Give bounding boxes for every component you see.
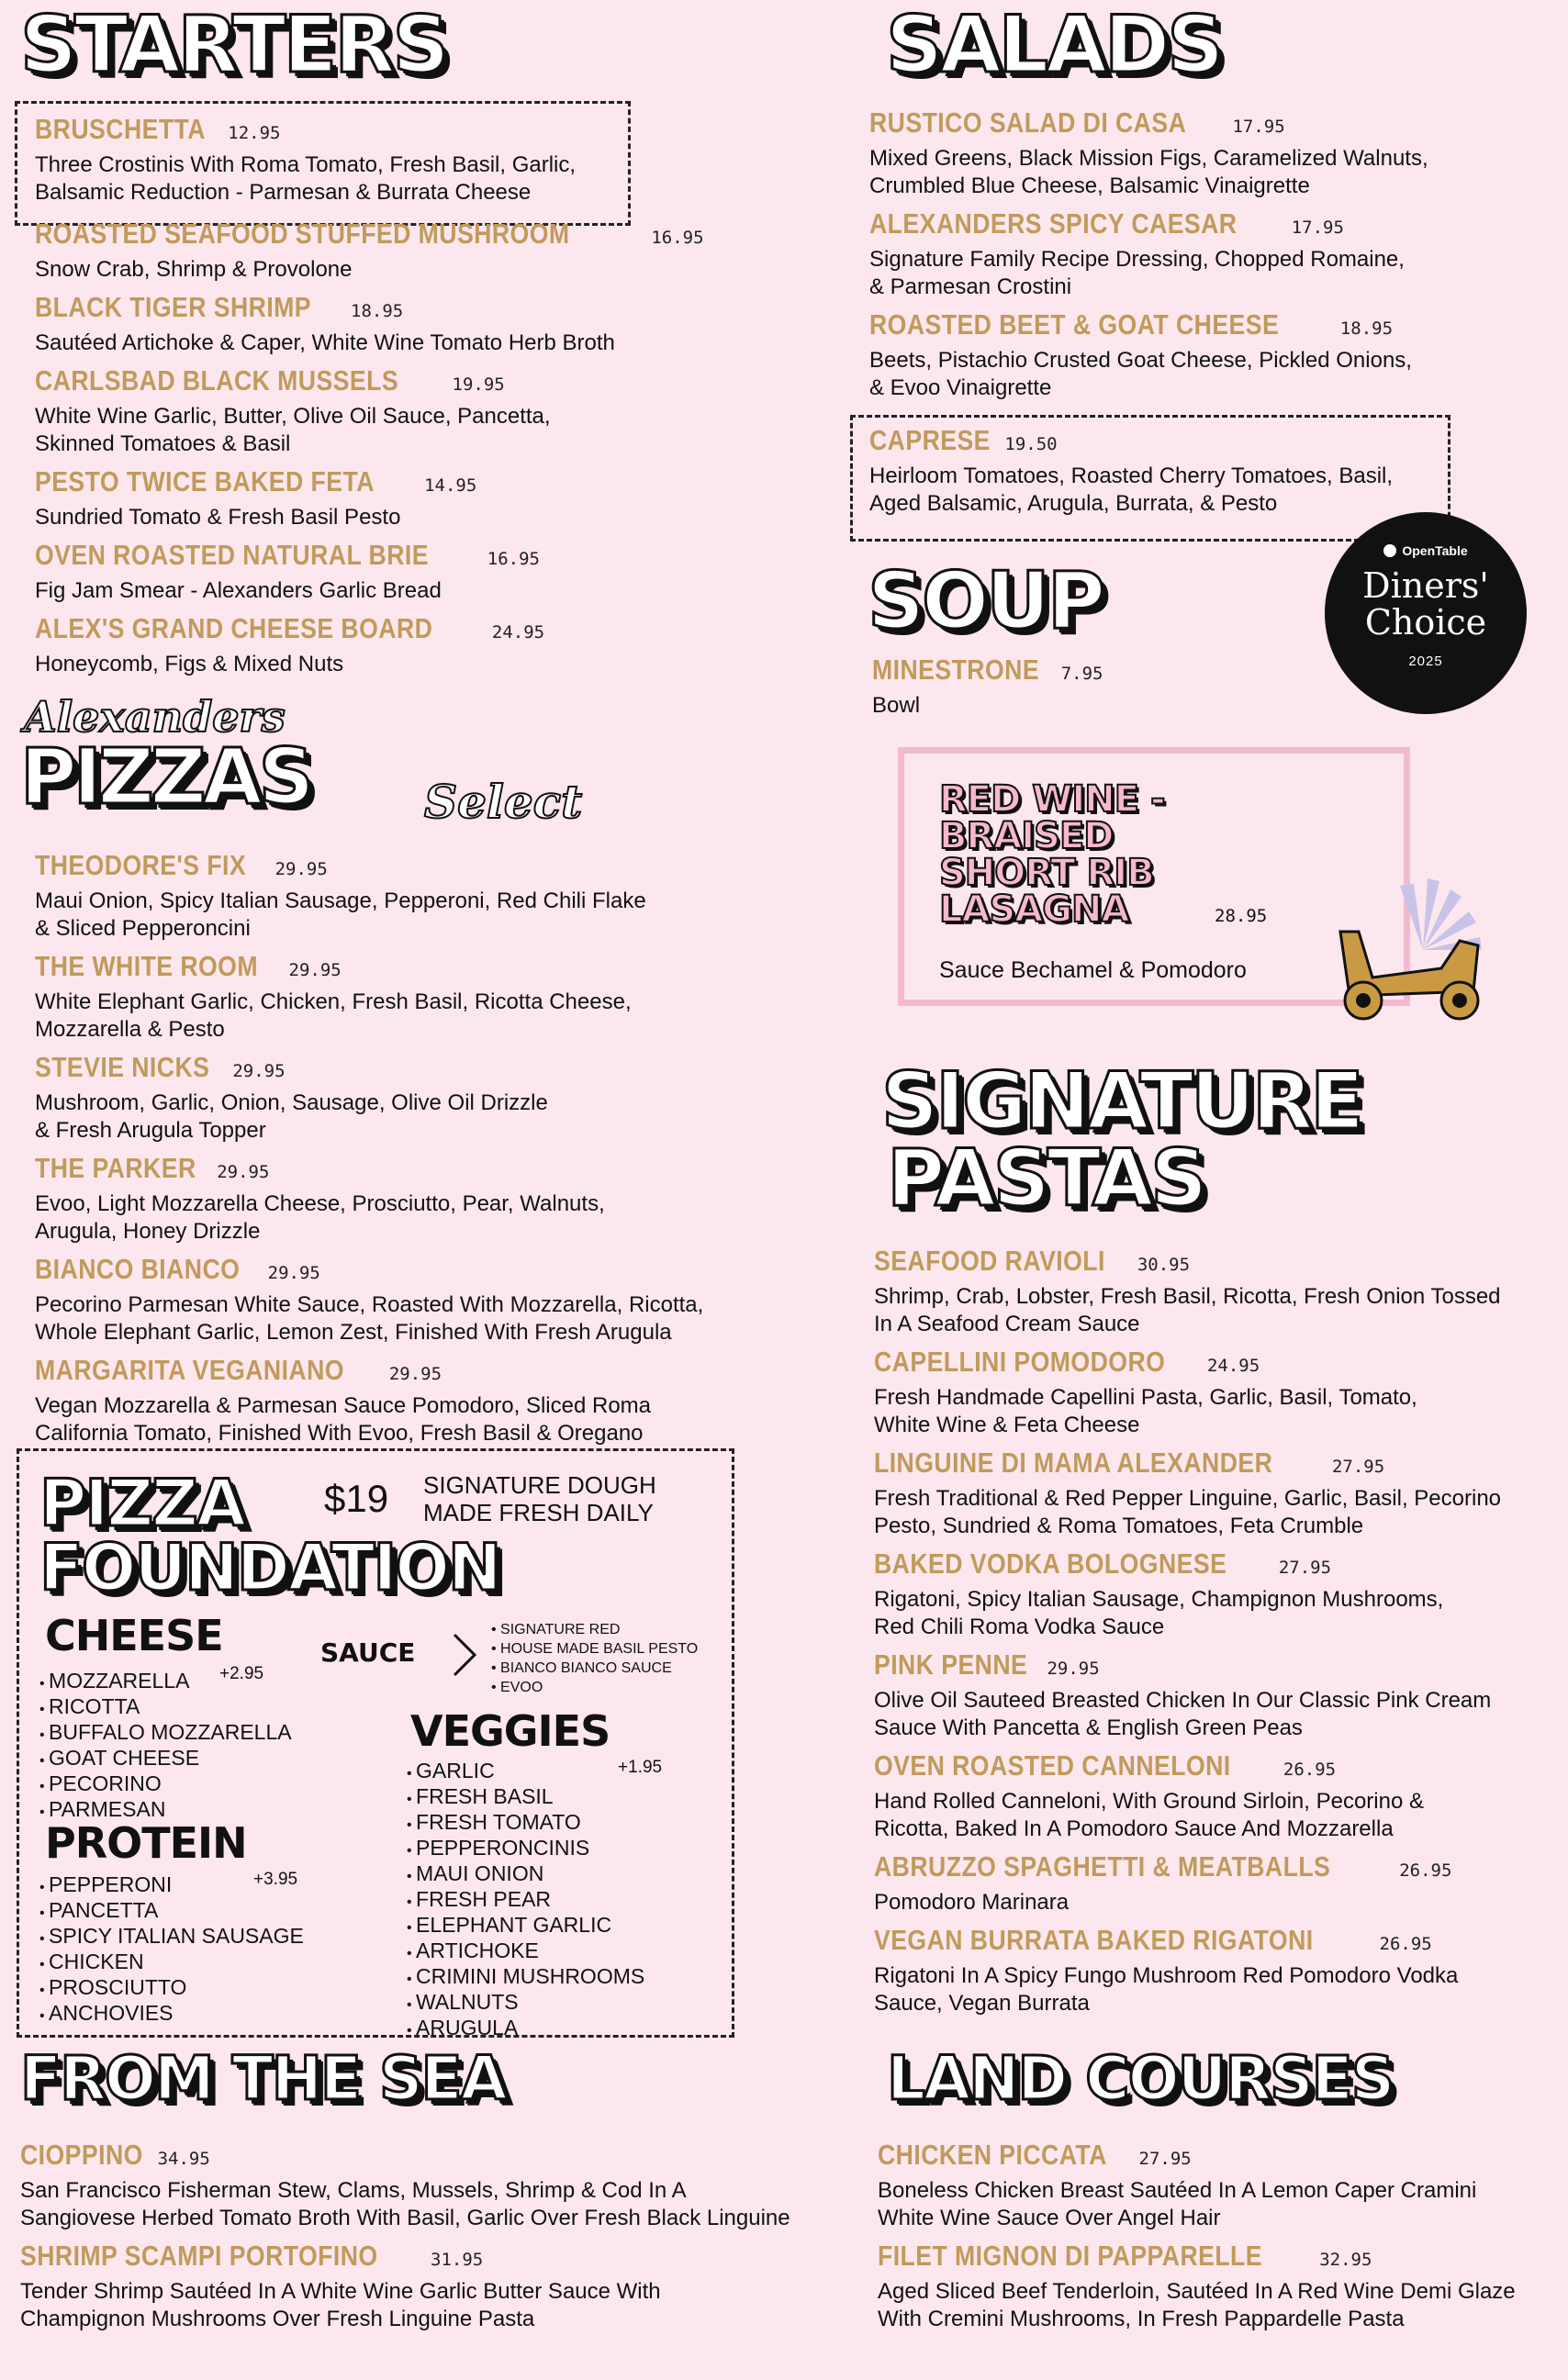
item-description: Pesto, Sundried & Roma Tomatoes, Feta Crumble bbox=[874, 1514, 1364, 1538]
badge-year: 2025 bbox=[1408, 654, 1443, 669]
item-description: Rigatoni, Spicy Italian Sausage, Champignon Mushrooms, bbox=[874, 1587, 1444, 1612]
menu-item bbox=[35, 465, 861, 531]
item-price: 26.95 bbox=[1282, 1760, 1337, 1780]
item-price: 18.95 bbox=[1339, 318, 1394, 339]
lasagna-desc: Sauce Bechamel & Pomodoro bbox=[939, 957, 1247, 983]
sea-heading: FROM THE SEA bbox=[20, 2043, 506, 2114]
salads-list bbox=[869, 106, 1530, 525]
sauce-heading: SAUCE bbox=[320, 1637, 416, 1668]
item-price: 29.95 bbox=[232, 1061, 286, 1081]
item-description: With Cremini Mushrooms, In Fresh Pappardelle Pasta bbox=[878, 2307, 1405, 2331]
item-price: 29.95 bbox=[267, 1263, 320, 1283]
list-item: • BUFFALO MOZZARELLA bbox=[39, 1721, 292, 1747]
item-description: Whole Elephant Garlic, Lemon Zest, Finished With Fresh Arugula bbox=[35, 1320, 672, 1345]
menu-item bbox=[874, 1648, 1553, 1742]
item-price: 16.95 bbox=[487, 549, 540, 569]
item-description: Hand Rolled Canneloni, With Ground Sirloin, Pecorino & bbox=[874, 1789, 1424, 1814]
foundation-title-1: PIZZA bbox=[39, 1466, 245, 1541]
starters-list bbox=[35, 113, 861, 686]
item-description: Balsamic Reduction - Parmesan & Burrata Cheese bbox=[35, 180, 532, 205]
item-name: MINESTRONE bbox=[872, 654, 1040, 686]
lasagna-title-line: RED WINE - bbox=[939, 778, 1165, 821]
item-description: Sundried Tomato & Fresh Basil Pesto bbox=[35, 505, 401, 530]
opentable-logo-icon bbox=[1383, 544, 1396, 557]
item-description: Signature Family Recipe Dressing, Chopped Romaine, bbox=[869, 247, 1405, 272]
item-price: 19.50 bbox=[1004, 434, 1058, 454]
item-price: 34.95 bbox=[157, 2149, 210, 2169]
foundation-title-2: FOUNDATION bbox=[39, 1530, 500, 1605]
item-description: Shrimp, Crab, Lobster, Fresh Basil, Ricotta, Fresh Onion Tossed bbox=[874, 1284, 1501, 1309]
item-name: LINGUINE DI MAMA ALEXANDER bbox=[874, 1447, 1273, 1479]
item-description: Beets, Pistachio Crusted Goat Cheese, Pickled Onions, bbox=[869, 348, 1412, 373]
item-description: Fig Jam Smear - Alexanders Garlic Bread bbox=[35, 578, 442, 603]
item-description: Arugula, Honey Drizzle bbox=[35, 1219, 261, 1244]
item-description: White Wine & Feta Cheese bbox=[874, 1413, 1140, 1437]
item-name: CARLSBAD BLACK MUSSELS bbox=[35, 364, 399, 397]
item-name: ROASTED SEAFOOD STUFFED MUSHROOM bbox=[35, 218, 570, 250]
cheese-addon-price: +2.95 bbox=[219, 1664, 264, 1683]
item-description: Fresh Traditional & Red Pepper Linguine, Garlic, Basil, Pecorino bbox=[874, 1486, 1502, 1511]
item-price: 32.95 bbox=[1319, 2250, 1372, 2270]
list-item: • ARTICHOKE bbox=[407, 1939, 644, 1965]
item-price: 27.95 bbox=[1331, 1457, 1385, 1477]
list-item: • FRESH BASIL bbox=[407, 1785, 644, 1811]
item-description: Mozzarella & Pesto bbox=[35, 1017, 225, 1042]
item-name: ALEXANDERS SPICY CAESAR bbox=[869, 207, 1238, 240]
item-description: Heirloom Tomatoes, Roasted Cherry Tomatoes, Basil, bbox=[869, 464, 1394, 488]
item-name: ABRUZZO SPAGHETTI & MEATBALLS bbox=[874, 1850, 1331, 1883]
badge-line-2: Choice bbox=[1364, 602, 1487, 642]
list-item: • ELEPHANT GARLIC bbox=[407, 1914, 644, 1939]
item-description: Sautéed Artichoke & Caper, White Wine Tomato Herb Broth bbox=[35, 330, 615, 355]
list-item: • GOAT CHEESE bbox=[39, 1747, 292, 1772]
veggies-addon-price: +1.95 bbox=[618, 1758, 663, 1777]
pizzas-script-top: Alexanders bbox=[24, 692, 286, 742]
item-description: Aged Sliced Beef Tenderloin, Sautéed In A Red Wine Demi Glaze bbox=[878, 2279, 1516, 2304]
item-price: 7.95 bbox=[1060, 664, 1103, 684]
badge-line-1: Diners' bbox=[1362, 565, 1489, 606]
item-name: CHICKEN PICCATA bbox=[878, 2139, 1107, 2171]
protein-heading: PROTEIN bbox=[45, 1818, 247, 1868]
list-item: • ARUGULA bbox=[407, 2017, 644, 2042]
soup-list bbox=[872, 654, 1515, 727]
menu-item bbox=[35, 1051, 861, 1145]
sauce-list bbox=[491, 1620, 698, 1697]
item-description: Vegan Mozzarella & Parmesan Sauce Pomodoro, Sliced Roma bbox=[35, 1393, 652, 1418]
list-item: • RICOTTA bbox=[39, 1695, 292, 1721]
item-description: Maui Onion, Spicy Italian Sausage, Pepperoni, Red Chili Flake bbox=[35, 888, 646, 913]
menu-item bbox=[35, 1253, 861, 1346]
item-description: & Fresh Arugula Topper bbox=[35, 1118, 266, 1143]
item-description: White Elephant Garlic, Chicken, Fresh Basil, Ricotta Cheese, bbox=[35, 989, 632, 1014]
menu-item bbox=[878, 2240, 1557, 2333]
menu-item bbox=[35, 1354, 861, 1447]
item-description: & Sliced Pepperoncini bbox=[35, 916, 251, 941]
list-item: • CHICKEN bbox=[39, 1950, 304, 1976]
item-name: BRUSCHETTA bbox=[35, 113, 206, 145]
item-description: In A Seafood Cream Sauce bbox=[874, 1312, 1140, 1336]
item-description: Pomodoro Marinara bbox=[874, 1890, 1070, 1915]
list-item: • BIANCO BIANCO SAUCE bbox=[491, 1659, 698, 1678]
tagline-line-1: SIGNATURE DOUGH bbox=[423, 1471, 656, 1499]
lasagna-title-line: BRAISED bbox=[939, 815, 1114, 857]
list-item: • MAUI ONION bbox=[407, 1862, 644, 1888]
menu-item bbox=[869, 424, 1530, 518]
item-description: Boneless Chicken Breast Sautéed In A Lemon Caper Cramini bbox=[878, 2178, 1477, 2203]
item-name: VEGAN BURRATA BAKED RIGATONI bbox=[874, 1924, 1314, 1956]
pizzas-logo bbox=[20, 692, 583, 829]
item-description: White Wine Sauce Over Angel Hair bbox=[878, 2206, 1221, 2230]
protein-list bbox=[39, 1873, 304, 2028]
item-price: 29.95 bbox=[388, 1364, 442, 1384]
item-description: Aged Balsamic, Arugula, Burrata, & Pesto bbox=[869, 491, 1278, 516]
item-name: CIOPPINO bbox=[20, 2139, 143, 2171]
menu-item bbox=[869, 106, 1530, 200]
item-name: ROASTED BEET & GOAT CHEESE bbox=[869, 308, 1280, 341]
menu-item bbox=[35, 950, 861, 1044]
item-description: California Tomato, Finished With Evoo, Fresh Basil & Oregano bbox=[35, 1421, 644, 1446]
item-description: Honeycomb, Figs & Mixed Nuts bbox=[35, 652, 344, 676]
item-name: BAKED VODKA BOLOGNESE bbox=[874, 1548, 1227, 1580]
list-item: • ANCHOVIES bbox=[39, 2002, 304, 2028]
menu-item bbox=[35, 1152, 861, 1246]
item-price: 29.95 bbox=[288, 960, 342, 980]
opentable-label: OpenTable bbox=[1402, 543, 1468, 558]
pastas-title-2: PASTAS bbox=[887, 1133, 1205, 1224]
list-item: • GARLIC bbox=[407, 1760, 644, 1785]
item-description: Snow Crab, Shrimp & Provolone bbox=[35, 257, 353, 282]
item-description: Red Chili Roma Vodka Sauce bbox=[874, 1615, 1165, 1639]
item-price: 27.95 bbox=[1138, 2149, 1192, 2169]
item-price: 14.95 bbox=[424, 475, 477, 496]
cheese-heading: CHEESE bbox=[45, 1611, 223, 1660]
list-item: • CRIMINI MUSHROOMS bbox=[407, 1965, 644, 1991]
list-item: • WALNUTS bbox=[407, 1991, 644, 2017]
menu-item bbox=[869, 308, 1530, 402]
menu-item bbox=[874, 1924, 1553, 2017]
pastas-title-1: SIGNATURE bbox=[881, 1056, 1361, 1147]
starters-heading: STARTERS bbox=[20, 0, 447, 91]
foundation-price: $19 bbox=[324, 1477, 389, 1520]
list-item: • PROSCIUTTO bbox=[39, 1976, 304, 2002]
item-name: OVEN ROASTED NATURAL BRIE bbox=[35, 539, 429, 571]
lasagna-title bbox=[939, 778, 1165, 931]
list-item: • SIGNATURE RED bbox=[491, 1620, 698, 1639]
tagline-line-2: MADE FRESH DAILY bbox=[423, 1499, 654, 1526]
item-name: PESTO TWICE BAKED FETA bbox=[35, 465, 375, 497]
item-price: 29.95 bbox=[1047, 1659, 1100, 1679]
cheese-list bbox=[39, 1670, 292, 1824]
item-description: Tender Shrimp Sautéed In A White Wine Garlic Butter Sauce With bbox=[20, 2279, 661, 2304]
item-description: Ricotta, Baked In A Pomodoro Sauce And Mozzarella bbox=[874, 1816, 1394, 1841]
list-item: • PARMESAN bbox=[39, 1798, 292, 1824]
item-description: Sauce With Pancetta & English Green Peas bbox=[874, 1715, 1303, 1740]
item-name: CAPRESE bbox=[869, 424, 991, 456]
soup-heading: SOUP bbox=[868, 555, 1103, 647]
pizzas-heading: PIZZAS bbox=[20, 732, 311, 821]
item-price: 26.95 bbox=[1399, 1860, 1452, 1881]
list-item: • EVOO bbox=[491, 1678, 698, 1697]
item-name: MARGARITA VEGANIANO bbox=[35, 1354, 344, 1386]
item-name: THEODORE'S FIX bbox=[35, 849, 247, 881]
item-price: 24.95 bbox=[491, 622, 545, 642]
veggies-list bbox=[407, 1760, 644, 2042]
item-description: Pecorino Parmesan White Sauce, Roasted With Mozzarella, Ricotta, bbox=[35, 1292, 704, 1317]
land-list bbox=[878, 2139, 1557, 2341]
list-item: • FRESH PEAR bbox=[407, 1888, 644, 1914]
item-price: 29.95 bbox=[274, 859, 328, 879]
sauce-arrow-icon bbox=[451, 1631, 478, 1679]
menu-item bbox=[35, 612, 861, 678]
item-name: OVEN ROASTED CANNELONI bbox=[874, 1749, 1231, 1782]
item-description: Olive Oil Sauteed Breasted Chicken In Our Classic Pink Cream bbox=[874, 1688, 1492, 1713]
item-name: SEAFOOD RAVIOLI bbox=[874, 1245, 1105, 1277]
menu-item bbox=[35, 849, 861, 943]
item-description: Mixed Greens, Black Mission Figs, Caramelized Walnuts, bbox=[869, 146, 1428, 171]
opentable-brand bbox=[1325, 543, 1527, 558]
item-price: 12.95 bbox=[228, 123, 281, 143]
item-name: FILET MIGNON DI PAPPARELLE bbox=[878, 2240, 1262, 2272]
pastas-heading bbox=[881, 1056, 1361, 1224]
item-description: Bowl bbox=[872, 693, 921, 718]
lasagna-price: 28.95 bbox=[1215, 906, 1268, 926]
item-description: & Parmesan Crostini bbox=[869, 274, 1072, 299]
item-price: 31.95 bbox=[431, 2250, 484, 2270]
item-price: 30.95 bbox=[1137, 1255, 1191, 1275]
item-description: White Wine Garlic, Butter, Olive Oil Sauce, Pancetta, bbox=[35, 404, 551, 429]
item-price: 27.95 bbox=[1278, 1558, 1332, 1578]
menu-item bbox=[874, 1850, 1553, 1916]
item-name: THE PARKER bbox=[35, 1152, 196, 1184]
menu-item bbox=[20, 2139, 892, 2232]
item-description: San Francisco Fisherman Stew, Clams, Mussels, Shrimp & Cod In A bbox=[20, 2178, 687, 2203]
item-price: 24.95 bbox=[1206, 1356, 1260, 1376]
item-description: Mushroom, Garlic, Onion, Sausage, Olive Oil Drizzle bbox=[35, 1090, 548, 1115]
list-item: • MOZZARELLA bbox=[39, 1670, 292, 1695]
item-description: Fresh Handmade Capellini Pasta, Garlic, Basil, Tomato, bbox=[874, 1385, 1417, 1410]
list-item: • SPICY ITALIAN SAUSAGE bbox=[39, 1925, 304, 1950]
item-name: RUSTICO SALAD DI CASA bbox=[869, 106, 1187, 139]
item-name: STEVIE NICKS bbox=[35, 1051, 210, 1083]
vespa-scooter-icon bbox=[1322, 877, 1506, 1042]
list-item: • FRESH TOMATO bbox=[407, 1811, 644, 1837]
item-price: 19.95 bbox=[452, 374, 505, 395]
item-description: Champignon Mushrooms Over Fresh Linguine Pasta bbox=[20, 2307, 535, 2331]
menu-item bbox=[874, 1245, 1553, 1338]
lasagna-title-line: SHORT RIB bbox=[939, 852, 1154, 894]
list-item: • PECORINO bbox=[39, 1772, 292, 1798]
land-heading: LAND COURSES bbox=[887, 2043, 1394, 2114]
menu-item bbox=[874, 1548, 1553, 1641]
menu-item bbox=[35, 218, 861, 284]
item-price: 26.95 bbox=[1379, 1934, 1432, 1954]
pastas-list bbox=[874, 1245, 1553, 2025]
item-price: 18.95 bbox=[351, 301, 404, 321]
salads-heading: SALADS bbox=[886, 0, 1222, 91]
item-name: ALEX'S GRAND CHEESE BOARD bbox=[35, 612, 433, 644]
menu-item bbox=[35, 291, 861, 357]
menu-item bbox=[874, 1447, 1553, 1540]
menu-item bbox=[869, 207, 1530, 301]
veggies-heading: VEGGIES bbox=[410, 1706, 610, 1756]
menu-item bbox=[35, 113, 861, 207]
item-description: Sangiovese Herbed Tomato Broth With Basil, Garlic Over Fresh Black Linguine bbox=[20, 2206, 790, 2230]
menu-item bbox=[878, 2139, 1557, 2232]
menu-item bbox=[35, 364, 861, 458]
menu-item bbox=[874, 1749, 1553, 1843]
foundation-tagline bbox=[423, 1471, 656, 1526]
list-item: • PANCETTA bbox=[39, 1899, 304, 1925]
item-name: PINK PENNE bbox=[874, 1648, 1028, 1681]
item-description: Crumbled Blue Cheese, Balsamic Vinaigrette bbox=[869, 173, 1310, 198]
item-name: BIANCO BIANCO bbox=[35, 1253, 241, 1285]
list-item: • PEPPERONCINIS bbox=[407, 1837, 644, 1862]
item-price: 17.95 bbox=[1232, 117, 1285, 137]
item-description: Rigatoni In A Spicy Fungo Mushroom Red Pomodoro Vodka bbox=[874, 1963, 1459, 1988]
pizza-foundation-box bbox=[17, 1448, 734, 2038]
menu-item bbox=[20, 2240, 892, 2333]
list-item: • HOUSE MADE BASIL PESTO bbox=[491, 1639, 698, 1659]
lasagna-title-line: LASAGNA bbox=[939, 888, 1129, 931]
item-name: SHRIMP SCAMPI PORTOFINO bbox=[20, 2240, 378, 2272]
item-description: & Evoo Vinaigrette bbox=[869, 375, 1052, 400]
item-name: CAPELLINI POMODORO bbox=[874, 1346, 1166, 1378]
item-price: 29.95 bbox=[217, 1162, 270, 1182]
menu-item bbox=[35, 539, 861, 605]
pizzas-list bbox=[35, 849, 861, 1455]
pizzas-script-bottom: Select bbox=[424, 775, 583, 829]
item-price: 17.95 bbox=[1291, 218, 1344, 238]
sea-list bbox=[20, 2139, 892, 2341]
protein-addon-price: +3.95 bbox=[253, 1870, 298, 1889]
item-description: Sauce, Vegan Burrata bbox=[874, 1991, 1090, 2016]
menu-item bbox=[872, 654, 1515, 720]
item-description: Skinned Tomatoes & Basil bbox=[35, 431, 291, 456]
menu-item bbox=[874, 1346, 1553, 1439]
list-item: • PEPPERONI bbox=[39, 1873, 304, 1899]
item-price: 16.95 bbox=[651, 228, 704, 248]
item-name: BLACK TIGER SHRIMP bbox=[35, 291, 311, 323]
item-description: Three Crostinis With Roma Tomato, Fresh Basil, Garlic, bbox=[35, 152, 577, 177]
item-description: Evoo, Light Mozzarella Cheese, Prosciutto, Pear, Walnuts, bbox=[35, 1191, 605, 1216]
item-name: THE WHITE ROOM bbox=[35, 950, 258, 982]
